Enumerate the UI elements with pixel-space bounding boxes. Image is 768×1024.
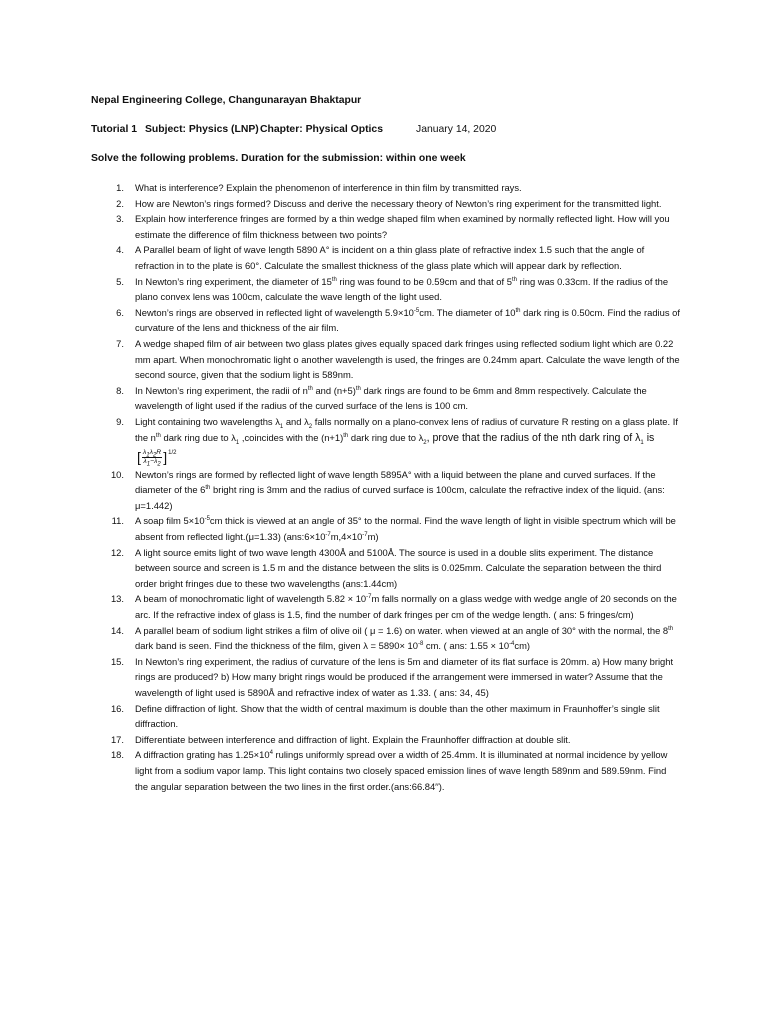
- problem-item: [110, 274, 680, 305]
- problem-number: 6.: [116, 306, 124, 318]
- problem-text: Newton’s rings are formed by reflected light of wave length 5895A° with a liquid between the plane and curved surfaces. If the diameter of the 6th bright ring is 3mm and the radius of curved surface is 100cm, calculate the refractive index of the liquid. (ans: μ=1.442): [135, 468, 665, 511]
- problem-number: 15.: [110, 655, 124, 667]
- problem-number: 14.: [110, 624, 124, 636]
- problem-text: Define diffraction of light. Show that the width of central maximum is double than the other maximum in Fraunhoffer’s single slit diffraction.: [135, 702, 660, 730]
- problem-number: 2.: [116, 197, 124, 209]
- problem-number: 18.: [110, 749, 124, 761]
- problem-number: 5.: [116, 275, 124, 287]
- text-run: and: [283, 415, 305, 427]
- college-name: Nepal Engineering College, Changunarayan Bhaktapur: [91, 95, 362, 106]
- problem-text: [135, 414, 680, 467]
- problem-text: A light source emits light of two wave length 4300Å and 5100Å. The source is used in a double slits experiment. The distance between source and screen is 1.5 m and the distance between the slits is 0.025mm. Calculate the separation between the third order bright fringes due to these two wavelengths (ans:1.44cm): [135, 546, 662, 589]
- text-run: is: [643, 431, 655, 444]
- problem-text: A wedge shaped film of air between two glass plates gives equally spaced dark fringes using reflected sodium light which are 0.22 mm apart. When monochromatic light o another wavelength is used, the fringes are 0.24mm apart. Calculate the wave length of the second source, given that the sodium light is 589nm.: [135, 337, 680, 381]
- tutorial-number: Tutorial 1: [91, 124, 137, 135]
- problem-text: A soap film $5\times 10^{-5}cm$ thick is viewed at an angle of 35° to the normal. Find the wave length of light in visible spectrum which will be absent from reflected light.(μ=1.33) $(ans:6\times 10^{-7}m,4\times 10^{-7}m)$: [135, 515, 676, 543]
- problem-item: [110, 305, 680, 336]
- text-run: dark ring due to: [160, 431, 232, 443]
- formula-numerator: $\lambda_1\lambda_2R$: [142, 448, 162, 458]
- problem-number: 7.: [116, 337, 124, 349]
- problem-item: [110, 383, 680, 414]
- problem-item: [110, 180, 680, 196]
- lambda-1: $\lambda_1$: [635, 431, 644, 446]
- text-run: ,coincides with the (n+1): [239, 431, 344, 443]
- problem-item: [110, 242, 680, 273]
- text-run: dark ring due to: [348, 431, 419, 443]
- problem-text: Differentiate between interference and diffraction of light. Explain the Fraunhoffer diffraction at double slit.: [135, 733, 571, 745]
- radius-formula: [ $\frac{\lambda_1\lambda_2R}{\lambda_1-\lambda_2}$ ]$^{1/2}$: [137, 448, 177, 467]
- problem-text: What is interference? Explain the phenomenon of interference in thin film by transmitted rays.: [135, 182, 522, 193]
- text-run: , prove that the radius of the nth dark ring of: [426, 431, 636, 444]
- problem-number: 10.: [110, 468, 124, 480]
- problem-number: 1.: [116, 182, 124, 193]
- problem-number: 11.: [111, 515, 124, 527]
- chapter-label: Chapter: Physical Optics: [260, 124, 383, 135]
- text-run: Light containing two wavelengths: [135, 415, 276, 427]
- lambda-2: $\lambda_2$: [304, 415, 313, 430]
- problem-item: [110, 545, 680, 592]
- problem-list: [110, 180, 680, 794]
- formula-exponent: 1/2: [168, 450, 177, 457]
- problem-number: 12.: [110, 546, 124, 558]
- problem-item: [110, 513, 680, 544]
- tutorial-header: [91, 124, 711, 138]
- problem-item: [110, 211, 680, 242]
- superscript: th: [155, 432, 161, 439]
- problem-item: [110, 336, 680, 383]
- lambda-2: $\lambda_2$: [418, 431, 427, 446]
- problem-text: Explain how interference fringes are formed by a thin wedge shaped film when examined by normally reflected light. How will you estimate the difference of film thickness between two points?: [135, 213, 670, 240]
- problem-text: A diffraction grating has $1.25\times 10^4$ rulings uniformly spread over a width of 25.4mm. It is illuminated at normal incidence by yellow light from a sodium vapor lamp. This light contains two closely spaced emission lines of wave length 589nm and 589.59nm. Find the angular separation between the two lines in the first order.(ans:66.84′′).: [135, 749, 668, 792]
- problem-item: [110, 701, 680, 732]
- problem-number: 9.: [116, 415, 124, 427]
- problem-item: [110, 196, 680, 212]
- problem-item: [110, 414, 680, 467]
- problem-number: 17.: [110, 733, 124, 745]
- problem-text: A Parallel beam of light of wave length 5890 A° is incident on a thin glass plate of refractive index 1.5 such that the angle of refraction in to the plate is 60°. Calculate the smallest thickness of the glass plate which will appear dark by reflection.: [135, 244, 645, 271]
- problem-text: Newton’s rings are observed in reflected light of wavelength $5.9\times 10^{-5}cm$. The diameter of 10th dark ring is 0.50cm. Find the radius of curvature of the lens and thickness of the air film.: [135, 306, 680, 334]
- problem-item: [110, 654, 680, 701]
- problem-item: [110, 467, 680, 514]
- problem-item: [110, 747, 680, 794]
- problem-text: In Newton’s ring experiment, the diameter of 15th ring was found to be 0.59cm and that of 5th ring was 0.33cm. If the radius of the plano convex lens was 100cm, calculate the wave length of the light used.: [135, 275, 669, 303]
- formula-denominator: $\lambda_1-\lambda_2$: [143, 457, 161, 467]
- problem-number: 13.: [110, 593, 124, 605]
- lambda-1: $\lambda_1$: [231, 431, 240, 446]
- problem-text: In Newton’s ring experiment, the radii of $n^{th}$ and $(n+5)^{th}$ dark rings are found to be 6mm and 8mm respectively. Calculate the wavelength of light used if the radius of the curved surface of the lens is 100 cm.: [135, 384, 647, 412]
- instructions: Solve the following problems. Duration for the submission: within one week: [91, 153, 466, 164]
- problem-number: 4.: [116, 244, 124, 256]
- problem-text: In Newton’s ring experiment, the radius of curvature of the lens is 5m and diameter of its flat surface is 20mm. a) How many bright rings are produced? b) How many bright rings would be produced if the arrangement were immersed in water? Assume that the wavelength of light used is 5890Å and refractive index of water as 1.33. ( ans: 34, 45): [135, 655, 674, 698]
- problem-item: [110, 732, 680, 748]
- problem-text: A beam of monochromatic light of wavelength $5.82 \times 10^{-7}m$ falls normally on a glass wedge with wedge angle of 20 seconds on the arc. If the refractive index of glass is 1.5, find the number of dark fringes per cm of the wedge length. ( ans: 5 fringes/cm): [135, 593, 677, 621]
- problem-number: 16.: [110, 702, 124, 714]
- problem-number: 3.: [116, 213, 124, 225]
- problem-text: How are Newton’s rings formed? Discuss and derive the necessary theory of Newton’s ring experiment for the transmitted light.: [135, 197, 662, 209]
- problem-number: 8.: [116, 384, 124, 396]
- problem-item: [110, 591, 680, 622]
- problem-item: [110, 623, 680, 654]
- text-run: falls normally on a plano-convex lens of radius of curvature R resting on a glass plate. If the n: [135, 415, 678, 443]
- problem-text: A parallel beam of sodium light strikes a film of olive oil ( μ = 1.6) on water. when viewed at an angle of 30° with the normal, the 8th dark band is seen. Find the thickness of the film, given $\lambda = 5890\times 10^{-8}$ cm. ( ans: $1.55 \times 10^{-4}cm$): [135, 624, 674, 652]
- superscript: th: [343, 432, 349, 439]
- lambda-1: $\lambda_1$: [275, 415, 284, 430]
- tutorial-date: January 14, 2020: [416, 124, 497, 135]
- subject-label: Subject: Physics (LNP): [145, 124, 259, 135]
